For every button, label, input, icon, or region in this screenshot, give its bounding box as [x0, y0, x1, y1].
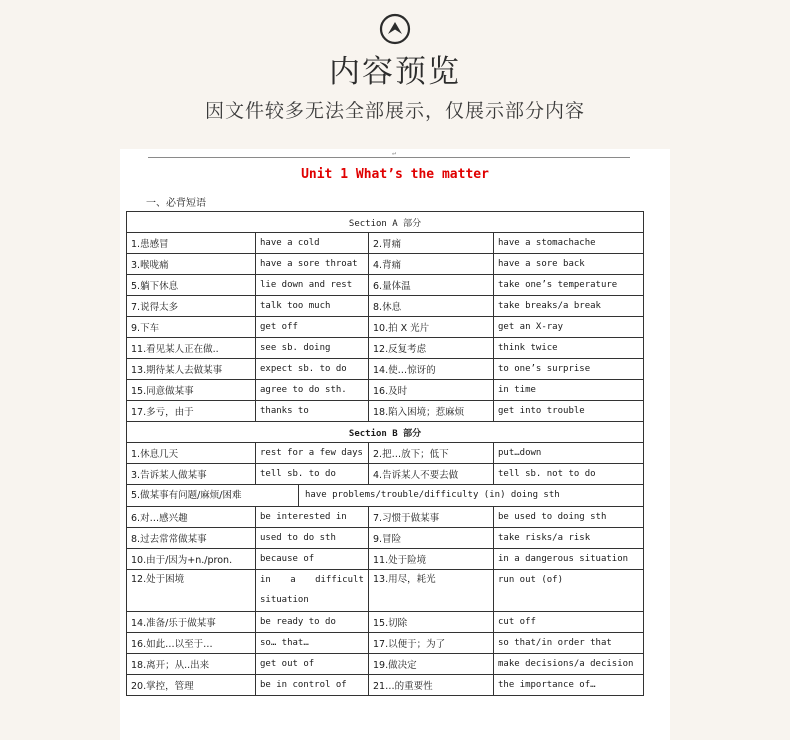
phrase-en: have a stomachache	[494, 233, 644, 254]
table-row	[127, 317, 644, 338]
table-row	[127, 654, 644, 675]
phrase-cn: 14.使…惊讶的	[369, 359, 494, 380]
phrase-en: get an X-ray	[494, 317, 644, 338]
phrase-cn: 21…的重要性	[369, 675, 494, 696]
phrase-en: expect sb. to do	[256, 359, 369, 380]
phrase-en: used to do sth	[256, 528, 369, 549]
phrase-en: because of	[256, 549, 369, 570]
phrase-cn: 6.量体温	[369, 275, 494, 296]
table-row	[127, 338, 644, 359]
phrase-en: run out (of)	[494, 570, 644, 612]
table-row	[127, 485, 644, 507]
phrase-cn: 1.患感冒	[127, 233, 256, 254]
section-label: 一、必背短语	[146, 198, 206, 209]
phrase-cn: 3.喉咙痛	[127, 254, 256, 275]
phrase-cn: 5.躺下休息	[127, 275, 256, 296]
phrase-en: see sb. doing	[256, 338, 369, 359]
phrase-cn: 17.以便于；为了	[369, 633, 494, 654]
phrase-en: in time	[494, 380, 644, 401]
section-b-header-row	[127, 422, 644, 443]
phrase-cn: 15.切除	[369, 612, 494, 633]
phrase-cn: 3.告诉某人做某事	[127, 464, 256, 485]
phrase-cn: 19.做决定	[369, 654, 494, 675]
phrase-en: talk too much	[256, 296, 369, 317]
phrase-cn: 10.拍 X 光片	[369, 317, 494, 338]
table-row	[127, 528, 644, 549]
phrase-en: lie down and rest	[256, 275, 369, 296]
phrase-cn: 8.休息	[369, 296, 494, 317]
wide-cell	[127, 485, 644, 507]
phrase-cn: 16.如此…以至于…	[127, 633, 256, 654]
table-row	[127, 380, 644, 401]
phrase-en: get off	[256, 317, 369, 338]
phrase-en: take breaks/a break	[494, 296, 644, 317]
section-b-header: Section B 部分	[127, 422, 644, 443]
phrase-cn: 8.过去常常做某事	[127, 528, 256, 549]
phrase-cn: 10.由于/因为+n./pron.	[127, 549, 256, 570]
phrase-en: to one’s surprise	[494, 359, 644, 380]
phrase-cn: 11.处于险境	[369, 549, 494, 570]
phrase-en: be interested in	[256, 507, 369, 528]
table-row	[127, 275, 644, 296]
phrase-cn: 13.用尽，耗光	[369, 570, 494, 612]
phrase-en: have a cold	[256, 233, 369, 254]
table-row	[127, 612, 644, 633]
phrase-en: be in control of	[256, 675, 369, 696]
page-title: 内容预览	[329, 54, 461, 90]
table-row	[127, 570, 644, 612]
phrase-en: thanks to	[256, 401, 369, 422]
phrase-en: get into trouble	[494, 401, 644, 422]
table-row	[127, 233, 644, 254]
phrase-en: agree to do sth.	[256, 380, 369, 401]
document-title: Unit 1 What’s the matter	[301, 167, 489, 182]
phrase-cn: 20.掌控，管理	[127, 675, 256, 696]
section-a-header-row	[127, 212, 644, 233]
section-a-header: Section A 部分	[127, 212, 644, 233]
table-row	[127, 507, 644, 528]
phrase-cn: 17.多亏，由于	[127, 401, 256, 422]
phrase-en: in a difficult situation	[256, 570, 369, 612]
phrase-en: cut off	[494, 612, 644, 633]
phrase-cn: 12.反复考虑	[369, 338, 494, 359]
phrase-cn: 9.冒险	[369, 528, 494, 549]
table-row	[127, 675, 644, 696]
phrase-en: be ready to do	[256, 612, 369, 633]
phrase-en: have problems/trouble/difficulty (in) doing sth	[305, 490, 560, 500]
phrase-en: have a sore back	[494, 254, 644, 275]
phrase-table	[126, 211, 644, 696]
phrase-en: take risks/a risk	[494, 528, 644, 549]
phrase-en: take one’s temperature	[494, 275, 644, 296]
phrase-cn: 15.同意做某事	[127, 380, 256, 401]
chevron-up-circle-icon	[379, 13, 411, 45]
phrase-cn: 18.离开；从..出来	[127, 654, 256, 675]
table-row	[127, 464, 644, 485]
document-preview: ↵ Unit 1 What’s the matter 一、必背短语 Section A 部分 1.患感冒 have a cold 2.胃痛 have a stomachache 3.喉咙痛 have a sore throat 4.背痛 have a sore back 5.躺下休息 lie down and rest 6.量体温 take one’s temperature 7.说得太多 talk too much 8.休息 take breaks/a break 9.下车 get off 10.拍 X 光片 get an X-ray 11.看见某人正在做.. see sb. doing 12.反复考虑 think twice 13.期待某人去做某事 expect sb. to do 14.使…惊讶的 to one’s surprise 15.同意做某事 agree to do sth. 16.及时 in time 17.多亏，由于 thanks to 18.陷入困境；惹麻烦 get into trouble Section B 部分 1.休息几天 rest for a few days 2.把…放下；低下 put…down 3.告诉某人做某事 tell sb. to do 4.告诉某人不要去做 tell sb. not to do 5.做某事有问题/麻烦/困难 have problems/trouble/difficulty (in) doing sth 6.对…感兴趣 be interested in 7.习惯于做某事 be used to doing sth 8.过去常常做某事 used to do sth 9.冒险 take risks/a risk 10.由于/因为+n./pron. because of 11.处于险境 in a dangerous situation 12.处于困境 in a difficult situation 13.用尽，耗光 run out (of) 14.准备/乐于做某事 be ready to do 15.切除 cut off 16.如此…以至于… so… that… 17.以便于；为了 so that/in order that 18.离开；从..出来 get out of 19.做决定 make decisions/a decision 20.掌控，管理 be in control of 21…的重要性 the importance of…	[120, 149, 670, 740]
table-row	[127, 254, 644, 275]
phrase-en: tell sb. to do	[256, 464, 369, 485]
phrase-en: rest for a few days	[256, 443, 369, 464]
phrase-cn: 9.下车	[127, 317, 256, 338]
table-row	[127, 401, 644, 422]
phrase-en: so that/in order that	[494, 633, 644, 654]
phrase-cn: 2.把…放下；低下	[369, 443, 494, 464]
phrase-cn: 6.对…感兴趣	[127, 507, 256, 528]
phrase-en: tell sb. not to do	[494, 464, 644, 485]
page-subtitle: 因文件较多无法全部展示，仅展示部分内容	[204, 100, 585, 122]
table-row	[127, 633, 644, 654]
phrase-en: get out of	[256, 654, 369, 675]
phrase-cn: 5.做某事有问题/麻烦/困难	[127, 485, 299, 506]
table-row	[127, 549, 644, 570]
phrase-cn: 18.陷入困境；惹麻烦	[369, 401, 494, 422]
table-row	[127, 359, 644, 380]
phrase-en: the importance of…	[494, 675, 644, 696]
phrase-en: think twice	[494, 338, 644, 359]
phrase-en: make decisions/a decision	[494, 654, 644, 675]
phrase-en: be used to doing sth	[494, 507, 644, 528]
table-row	[127, 296, 644, 317]
phrase-cn: 12.处于困境	[127, 570, 256, 612]
phrase-cn: 1.休息几天	[127, 443, 256, 464]
phrase-cn: 16.及时	[369, 380, 494, 401]
phrase-cn: 7.说得太多	[127, 296, 256, 317]
phrase-cn: 7.习惯于做某事	[369, 507, 494, 528]
phrase-en: have a sore throat	[256, 254, 369, 275]
phrase-cn: 4.告诉某人不要去做	[369, 464, 494, 485]
phrase-en: put…down	[494, 443, 644, 464]
phrase-cn: 2.胃痛	[369, 233, 494, 254]
phrase-en: in a dangerous situation	[494, 549, 644, 570]
phrase-cn: 4.背痛	[369, 254, 494, 275]
phrase-cn: 14.准备/乐于做某事	[127, 612, 256, 633]
phrase-cn: 13.期待某人去做某事	[127, 359, 256, 380]
table-row	[127, 443, 644, 464]
header-rule	[148, 157, 630, 158]
phrase-en: so… that…	[256, 633, 369, 654]
phrase-cn: 11.看见某人正在做..	[127, 338, 256, 359]
wide-row-content	[127, 485, 643, 506]
